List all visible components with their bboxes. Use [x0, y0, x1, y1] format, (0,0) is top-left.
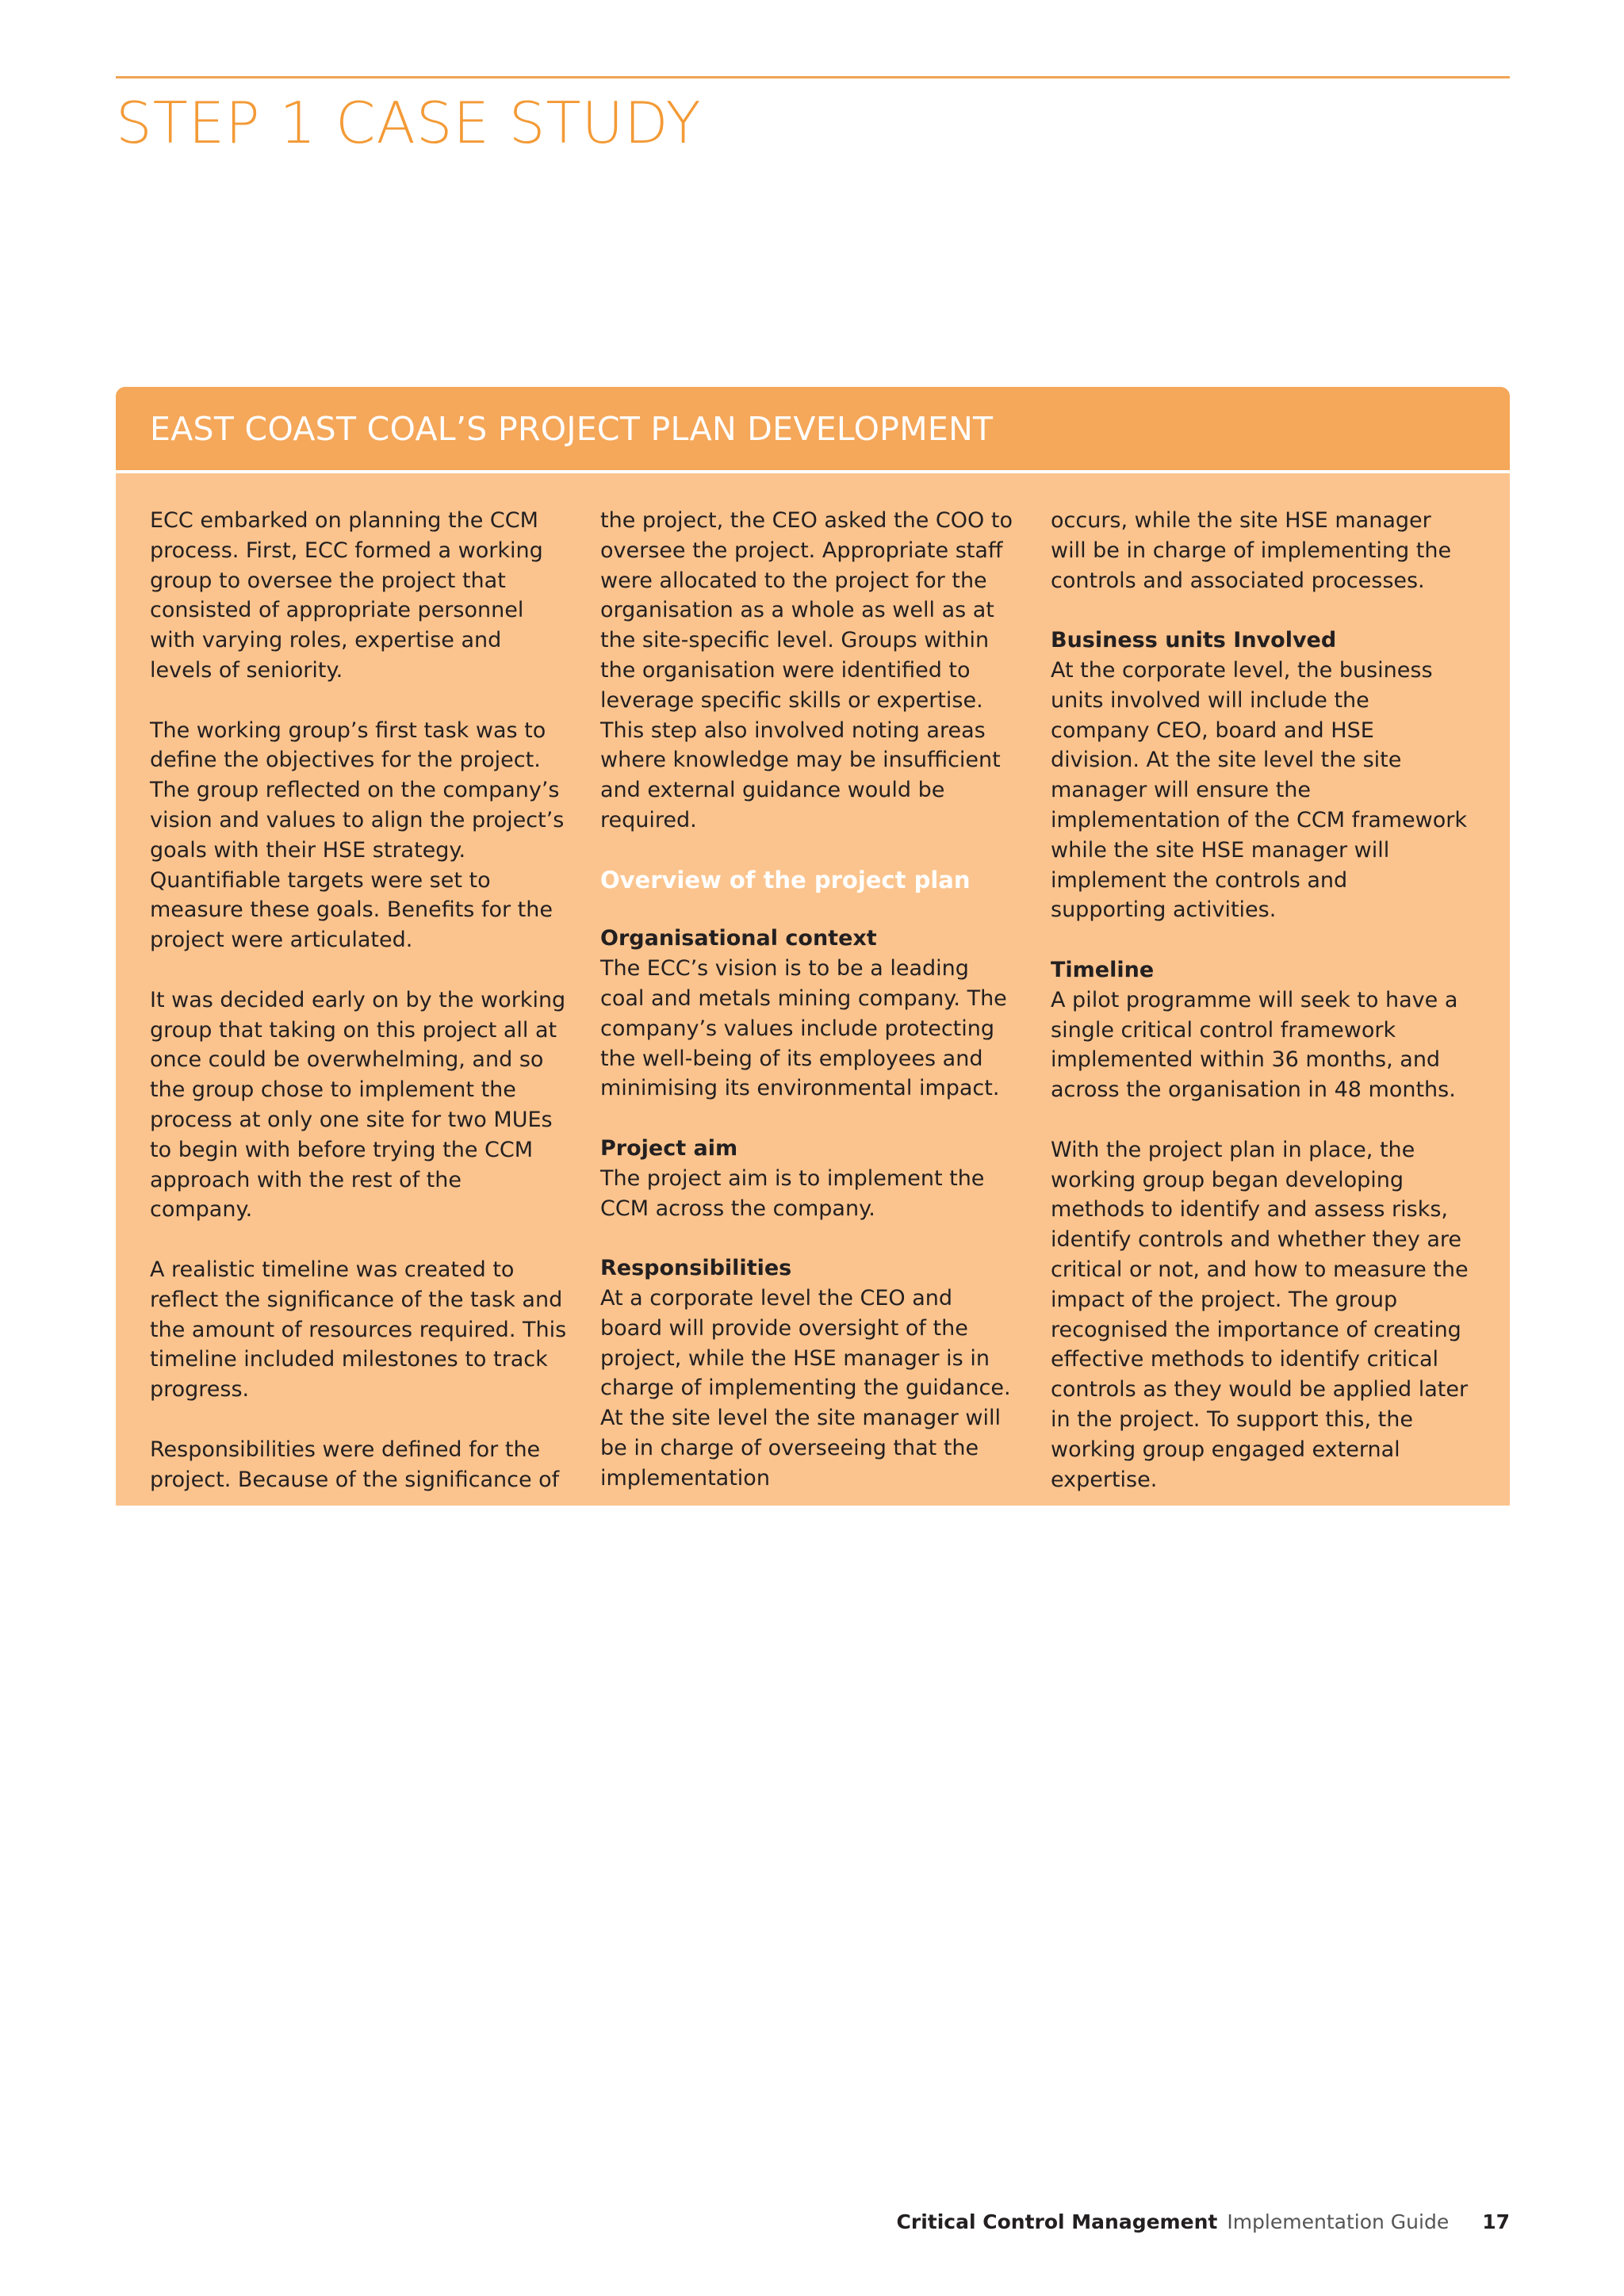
section-responsibilities	[600, 1253, 1019, 1493]
section-text: At the corporate level, the business units involved will include the company CEO, board and HSE division. At the site level the site manager will ensure the implementation of the CCM framework while the site HSE manager will implement the controls and supporting activities.	[1051, 657, 1467, 923]
paragraph: ECC embarked on planning the CCM process. First, ECC formed a working group to oversee the project that consisted of appropriate personnel with varying roles, expertise and levels of seniority.	[150, 508, 543, 683]
footer-doc-subtitle: Implementation Guide	[1227, 2210, 1450, 2233]
column-3	[1051, 506, 1469, 1494]
paragraph: Responsibilities were defined for the project. Because of the significance of	[150, 1437, 560, 1492]
section-heading: Project aim	[600, 1135, 738, 1161]
footer-doc-title: Critical Control Management	[896, 2210, 1218, 2233]
section-subheading: Overview of the project plan	[600, 866, 971, 894]
section-text: A pilot programme will seek to have a single critical control framework implemented within 36 months, and across the organisation in 48 months.	[1051, 987, 1458, 1103]
section-text: At a corporate level the CEO and board will provide oversight of the project, while the HSE manager is in charge of implementing the guidance. At the site level the site manager will be in charge of overseeing that the implementation	[600, 1285, 1011, 1490]
case-study-box	[116, 387, 1510, 1506]
section-timeline	[1051, 955, 1469, 1105]
page-title: STEP 1 CASE STUDY	[116, 90, 702, 156]
top-rule	[116, 76, 1510, 78]
paragraph: The working group’s first task was to define the objectives for the project. The group reflected on the company’s vision and values to align the project’s goals with their HSE strategy. Quantifiable targets were set to measure these goals. Benefits for the project were articulated.	[150, 718, 565, 953]
paragraph: the project, the CEO asked the COO to oversee the project. Appropriate staff were allocated to the project for the organisation as a whole as well as at the site-specific level. Groups within the organisation were identified to leverage specific skills or expertise. This step also involved noting areas where knowledge may be insufficient and external guidance would be required.	[600, 508, 1013, 832]
paragraph: With the project plan in place, the working group began developing methods to identify and assess risks, identify controls and whether they are critical or not, and how to measure the impact of the project. The group recognised the importance of creating effective methods to identify critical controls as they would be applied later in the project. To support this, the working group engaged external expertise.	[1051, 1137, 1469, 1492]
column-2	[600, 506, 1019, 1494]
section-organisational-context	[600, 924, 1019, 1104]
paragraph: occurs, while the site HSE manager will be in charge of implementing the controls and associated processes.	[1051, 508, 1452, 593]
section-text: The project aim is to implement the CCM across the company.	[600, 1165, 985, 1221]
section-heading: Organisational context	[600, 926, 877, 951]
section-heading: Timeline	[1051, 957, 1155, 982]
section-heading: Responsibilities	[600, 1256, 792, 1281]
section-text: The ECC’s vision is to be a leading coal and metals mining company. The company’s values include protecting the well-being of its employees and minimising its environmental impact.	[600, 956, 1007, 1101]
paragraph: It was decided early on by the working group that taking on this project all at once could be overwhelming, and so the group chose to implement the process at only one site for two MUEs to begin with before trying the CCM approach with the rest of the company.	[150, 987, 566, 1223]
case-study-header	[116, 387, 1510, 473]
page-footer	[897, 2210, 1510, 2233]
section-project-aim	[600, 1134, 1019, 1223]
section-business-units	[1051, 626, 1469, 925]
case-study-columns	[150, 506, 1482, 1494]
paragraph: A realistic timeline was created to reflect the significance of the task and the amount of resources required. This timeline included milestones to track progress.	[150, 1257, 567, 1402]
section-heading: Business units Involved	[1051, 628, 1337, 653]
column-1	[150, 506, 569, 1494]
case-study-title: EAST COAST COAL’S PROJECT PLAN DEVELOPMENT	[150, 409, 994, 448]
page-number: 17	[1482, 2210, 1510, 2233]
